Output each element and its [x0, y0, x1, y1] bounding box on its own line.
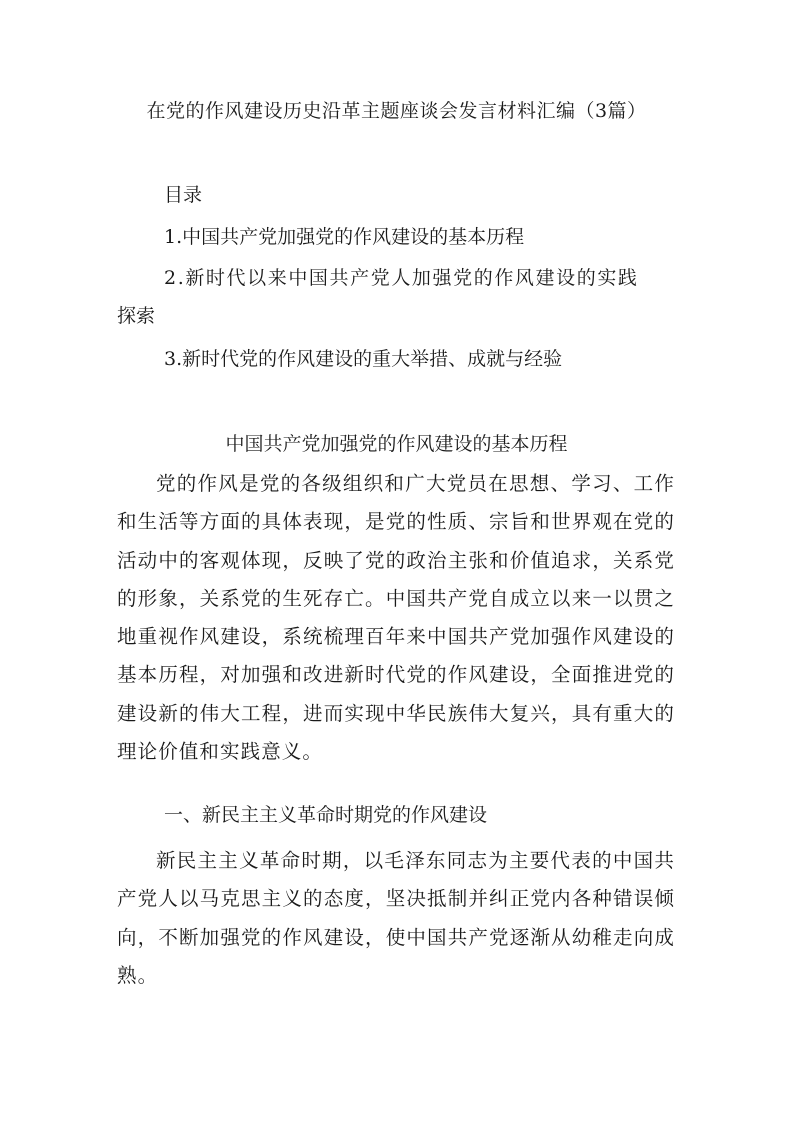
toc-item-continuation: 探索 — [117, 305, 156, 327]
toc-heading: 目录 — [164, 184, 203, 206]
section-title: 中国共产党加强党的作风建设的基本历程 — [225, 433, 568, 455]
toc-item: 2.新时代以来中国共产党人加强党的作风建设的实践 — [164, 267, 639, 289]
subsection-heading: 一、新民主主义革命时期党的作风建设 — [164, 804, 488, 826]
toc-item: 3.新时代党的作风建设的重大举措、成就与经验 — [164, 348, 563, 370]
document-title: 在党的作风建设历史沿革主题座谈会发言材料汇编（3篇） — [146, 100, 647, 122]
body-paragraph: 党的作风是党的各级组织和广大党员在思想、学习、工作和生活等方面的具体表现，是党的性质、宗旨和世界观在党的活动中的客观体现，反映了党的政治主张和价值追求，关系党的形象，关系党的生死存亡。中国共产党自成立以来一以贯之地重视作风建设，系统梳理百年来中国共产党加强作风建设的基本历程，对加强和改进新时代党的作风建设，全面推进党的建设新的伟大工程，进而实现中华民族伟大复兴，具有重大的理论价值和实践意义。 — [117, 472, 675, 764]
body-paragraph: 新民主主义革命时期，以毛泽东同志为主要代表的中国共产党人以马克思主义的态度，坚决抵制并纠正党内各种错误倾向，不断加强党的作风建设，使中国共产党逐渐从幼稚走向成熟。 — [117, 849, 675, 987]
toc-item: 1.中国共产党加强党的作风建设的基本历程 — [164, 226, 525, 248]
